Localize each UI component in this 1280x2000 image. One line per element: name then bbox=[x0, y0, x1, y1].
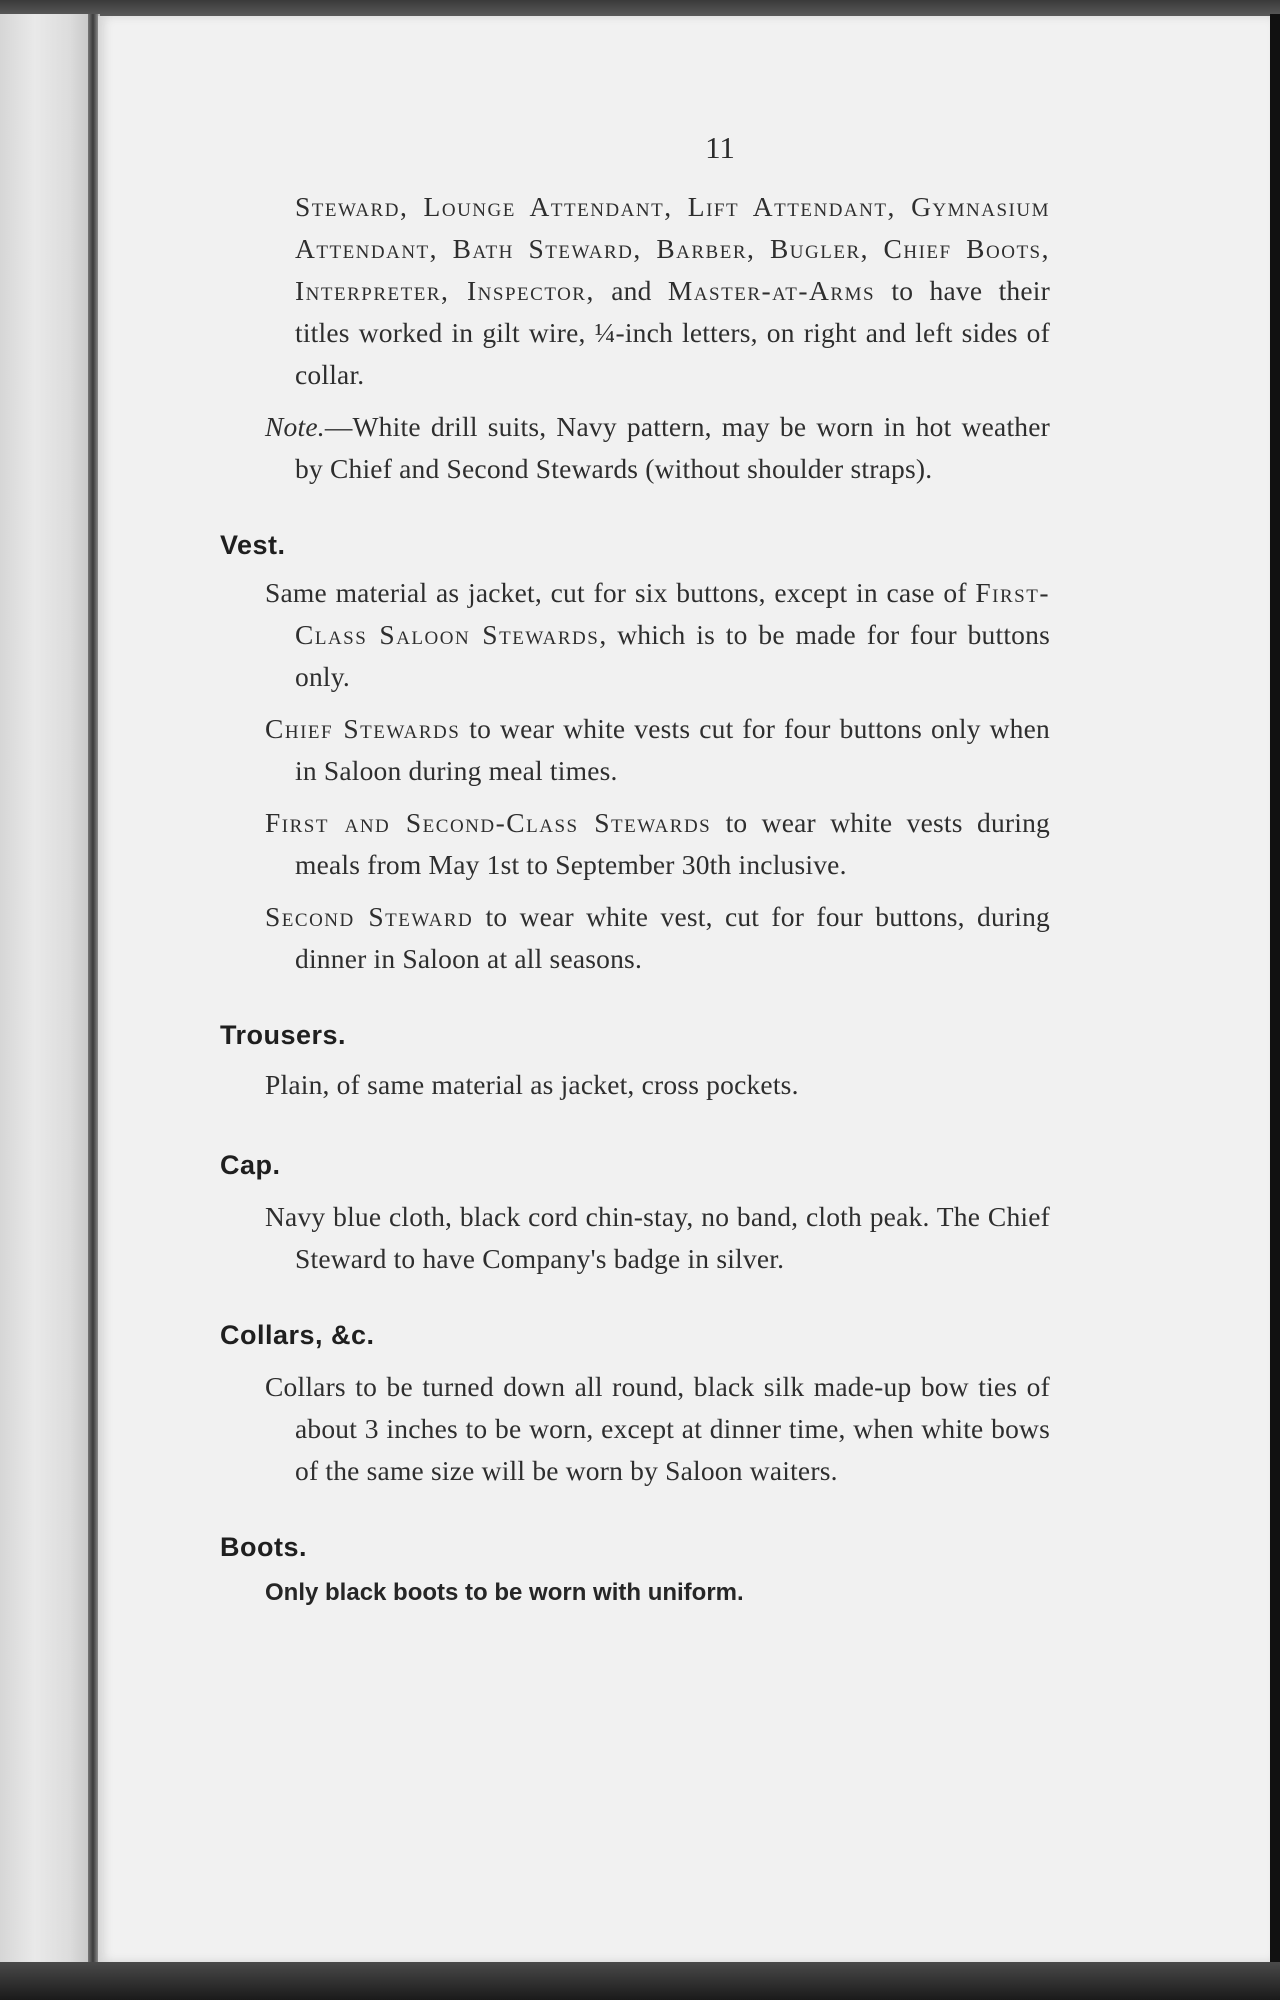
vest-paragraph-2 bbox=[265, 708, 1050, 792]
boots-paragraph: Only black boots to be worn with uniform. bbox=[265, 1579, 744, 1606]
vest-p4-smallcaps: Second Steward bbox=[265, 901, 474, 932]
intro-master-at-arms: Master-at-Arms bbox=[667, 275, 876, 306]
book-spine-shadow bbox=[88, 14, 98, 1964]
left-margin bbox=[0, 14, 100, 1964]
trousers-paragraph: Plain, of same material as jacket, cross pockets. bbox=[265, 1069, 799, 1100]
scan-bottom-edge bbox=[0, 1962, 1280, 2000]
heading-collars: Collars, &c. bbox=[220, 1320, 375, 1350]
section-collars bbox=[220, 1314, 1050, 1492]
vest-paragraph-3 bbox=[265, 802, 1050, 886]
section-trousers bbox=[220, 1014, 1050, 1106]
section-boots bbox=[220, 1526, 1050, 1614]
vest-p1-text-b: , which is to be made for four buttons only. bbox=[295, 619, 1050, 692]
heading-trousers: Trousers. bbox=[220, 1020, 347, 1050]
page-content bbox=[220, 186, 1050, 1614]
vest-p3-text: to wear white vests during meals from May 1st to September 30th inclusive. bbox=[295, 807, 1050, 880]
vest-p2-smallcaps: Chief Stewards bbox=[265, 713, 461, 744]
vest-p1-text-a: Same material as jacket, cut for six buttons, except in case of bbox=[265, 577, 976, 608]
cap-paragraph: Navy blue cloth, black cord chin-stay, no band, cloth peak. The Chief Steward to have Company's badge in silver. bbox=[265, 1201, 1050, 1274]
note-label: Note. bbox=[265, 411, 325, 442]
section-cap bbox=[220, 1144, 1050, 1280]
vest-paragraph-1 bbox=[265, 572, 1050, 698]
heading-vest: Vest. bbox=[220, 530, 286, 560]
note-paragraph bbox=[265, 406, 1050, 490]
intro-titles: Steward, Lounge Attendant, Lift Attendant, Gymnasium Attendant, Bath Steward, Barber, Bugler, Chief Boots, Interpreter, Inspector, bbox=[295, 191, 1050, 306]
vest-p2-text: to wear white vests cut for four buttons only when in Saloon during meal times. bbox=[295, 713, 1050, 786]
heading-boots: Boots. bbox=[220, 1532, 307, 1562]
vest-p4-text: to wear white vest, cut for four buttons, during dinner in Saloon at all seasons. bbox=[295, 901, 1050, 974]
section-vest bbox=[220, 524, 1050, 980]
scan-right-edge bbox=[1270, 14, 1280, 1964]
scan-top-edge bbox=[0, 0, 1280, 16]
page-number: 11 bbox=[705, 130, 735, 165]
vest-p3-smallcaps: First and Second-Class Stewards bbox=[265, 807, 712, 838]
collars-paragraph: Collars to be turned down all round, black silk made-up bow ties of about 3 inches to be worn, except at dinner time, when white bows of the same size will be worn by Saloon waiters. bbox=[265, 1371, 1050, 1486]
note-text: —White drill suits, Navy pattern, may be worn in hot weather by Chief and Second Stewards (without shoulder straps). bbox=[295, 411, 1050, 484]
vest-p1-smallcaps: First-Class Saloon Stewards bbox=[295, 577, 1050, 650]
intro-and: and bbox=[594, 275, 668, 306]
heading-cap: Cap. bbox=[220, 1150, 281, 1180]
intro-rest: to have their titles worked in gilt wire, ¼-inch letters, on right and left sides of collar. bbox=[295, 275, 1050, 390]
vest-paragraph-4 bbox=[265, 896, 1050, 980]
intro-paragraph bbox=[265, 186, 1050, 396]
